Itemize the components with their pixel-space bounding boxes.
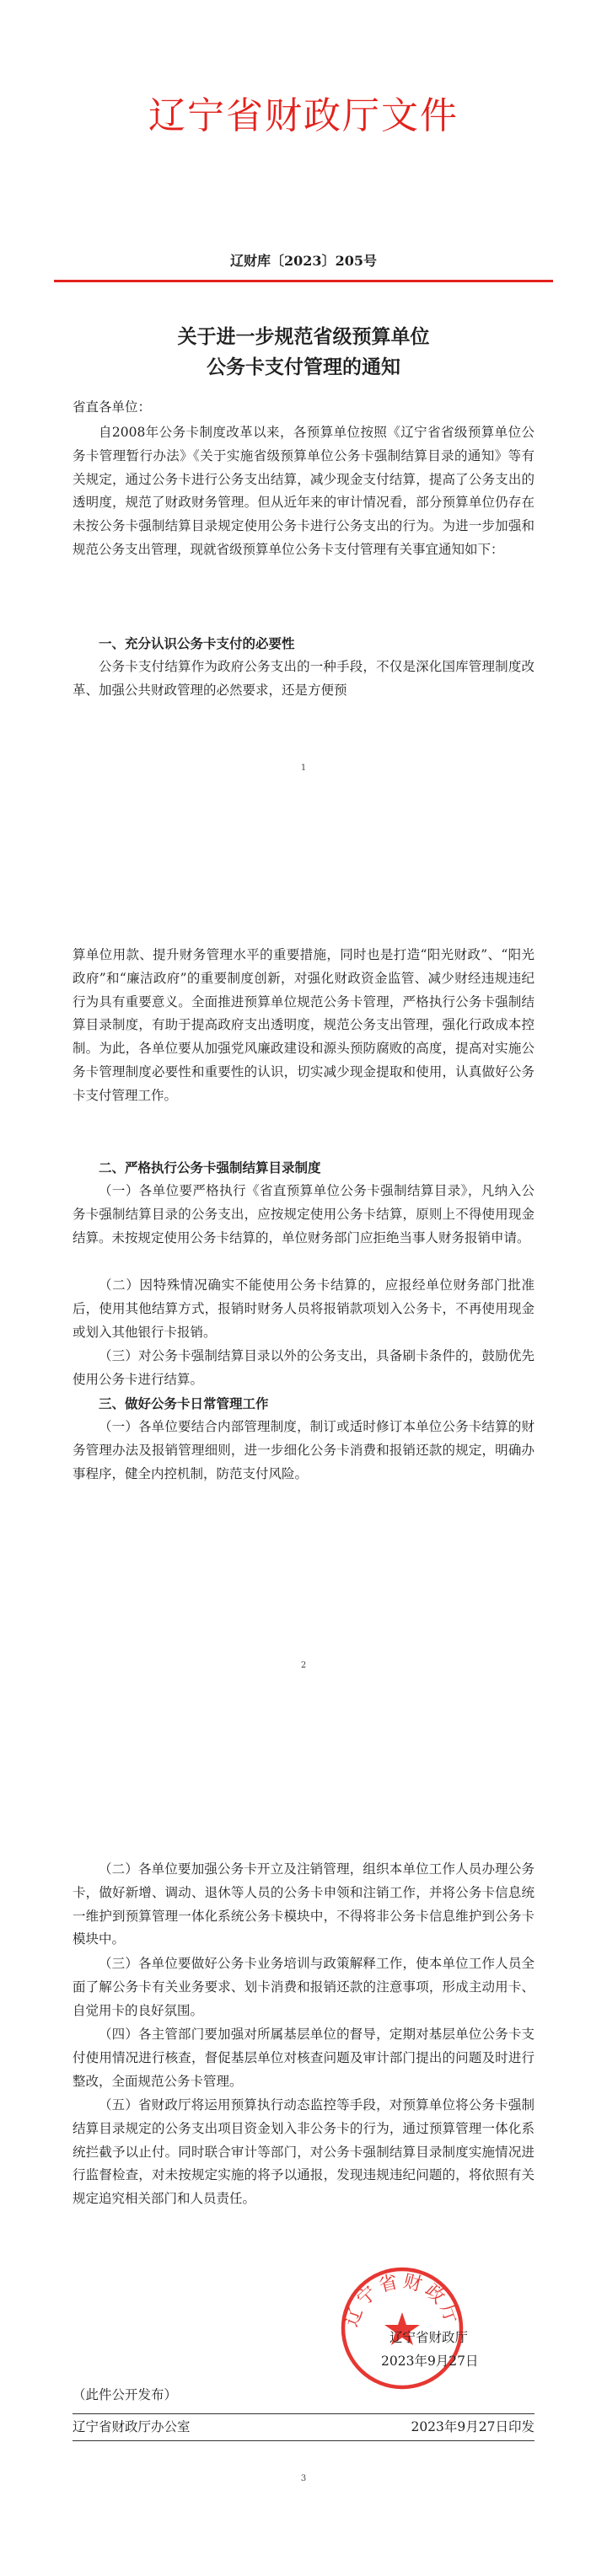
section-1-paragraph-start: 公务卡支付结算作为政府公务支出的一种手段，不仅是深化国库管理制度改革、加强公共财政管理的必然要求，还是方便预 — [73, 659, 534, 698]
footer-office: 辽宁省财政厅办公室 — [73, 2419, 191, 2434]
section-3-heading: 三、做好公务卡日常管理工作 — [99, 1395, 269, 1411]
document-number: 辽财库〔2023〕205号 — [230, 253, 377, 269]
page-number-2: 2 — [300, 1661, 307, 1670]
signature-organization: 辽宁省财政厅 — [389, 2330, 469, 2345]
section-2-item-1: （一）各单位要严格执行《省直预算单位公务卡强制结算目录》，凡纳入公务卡强制结算目录的公务支出，应按规定使用公务卡结算，原则上不得使用现金结算。未按规定使用公务卡结算的，单位财务部门应拒绝当事人财务报销申请。 — [73, 1183, 534, 1245]
footer-print-date: 2023年9月27日印发 — [411, 2419, 534, 2434]
document-banner: 辽宁省财政厅文件 — [148, 94, 459, 137]
section-3-item-2: （二）各单位要加强公务卡开立及注销管理，组织本单位工作人员办理公务卡，做好新增、调动、退休等人员的公务卡申领和注销工作，并将公务卡信息统一维护到预算管理一体化系统公务卡模块中，不得将非公务卡信息维护到公务卡模块中。 — [73, 1861, 534, 1947]
section-2-item-2: （二）因特殊情况确实不能使用公务卡结算的，应报经单位财务部门批准后，使用其他结算方式，报销时财务人员将报销款项划入公务卡，不再使用现金或划入其他银行卡报销。 — [73, 1277, 534, 1340]
section-1-paragraph-continued: 算单位用款、提升财务管理水平的重要措施，同时也是打造“阳光财政”、“阳光政府”和“廉洁政府”的重要制度创新，对强化财政资金监管、减少财经违规违纪行为具有重要意义。全面推进预算单位规范公务卡管理，严格执行公务卡强制结算目录制度，有助于提高政府支出透明度，规范公务支出管理，强化行政成本控制。为此，各单位要从加强党风廉政建设和源头预防腐败的高度，提高对实施公务卡管理制度必要性和重要性的认识，切实减少现金提取和使用，认真做好公务卡支付管理工作。 — [73, 947, 534, 1103]
section-1-heading: 一、充分认识公务卡支付的必要性 — [99, 635, 295, 651]
intro-paragraph: 自2008年公务卡制度改革以来，各预算单位按照《辽宁省省级预算单位公务卡管理暂行办法》《关于实施省级预算单位公务卡强制结算目录的通知》等有关规定，通过公务卡进行公务支出结算，减少现金支付结算，提高了公务支出的透明度，规范了财政财务管理。但从近年来的审计情况看，部分预算单位仍存在未按公务卡强制结算目录规定使用公务卡进行公务支出的行为。为进一步加强和规范公务支出管理，现就省级预算单位公务卡支付管理有关事宜通知如下： — [73, 425, 534, 557]
section-3-item-3: （三）各单位要做好公务卡业务培训与政策解释工作，使本单位工作人员全面了解公务卡有关业务要求、划卡消费和报销还款的注意事项，形成主动用卡、自觉用卡的良好氛围。 — [73, 1956, 534, 2018]
footer-top-line — [73, 2413, 534, 2414]
section-3-item-4: （四）各主管部门要加强对所属基层单位的督导，定期对基层单位公务卡支付使用情况进行核查，督促基层单位对核查问题及审计部门提出的问题及时进行整改，全面规范公务卡管理。 — [73, 2027, 534, 2089]
document-title-line-2: 公务卡支付管理的通知 — [207, 356, 400, 378]
section-2-item-3: （三）对公务卡强制结算目录以外的公务支出，具备刷卡条件的，鼓励优先使用公务卡进行结算。 — [73, 1348, 534, 1387]
public-release-note: （此件公开发布） — [73, 2387, 178, 2402]
footer-bottom-line — [73, 2440, 534, 2441]
page-number-1: 1 — [300, 763, 307, 773]
document-title-line-1: 关于进一步规范省级预算单位 — [177, 325, 430, 348]
footer-row — [73, 2417, 534, 2437]
seal-text: 辽宁省财政厅 — [341, 2270, 464, 2330]
section-3-item-1: （一）各单位要结合内部管理制度，制订或适时修订本单位公务卡结算的财务管理办法及报销管理细则，进一步细化公务卡消费和报销还款的规定，明确办事程序，健全内控机制，防范支付风险。 — [73, 1419, 534, 1481]
page-number-3: 3 — [300, 2474, 307, 2483]
signature-date: 2023年9月27日 — [381, 2354, 479, 2369]
red-separator-line — [54, 280, 553, 282]
section-3-item-5: （五）省财政厅将运用预算执行动态监控等手段，对预算单位将公务卡强制结算目录规定的公务支出项目资金划入非公务卡的行为，通过预算管理一体化系统拦截予以止付。同时联合审计等部门，对公务卡强制结算目录制度实施情况进行监督检查，对未按规定实施的将予以通报，发现违规违纪问题的，将依照有关规定追究相关部门和人员责任。 — [73, 2097, 534, 2207]
section-2-heading: 二、严格执行公务卡强制结算目录制度 — [99, 1159, 321, 1176]
salutation: 省直各单位： — [73, 399, 152, 415]
